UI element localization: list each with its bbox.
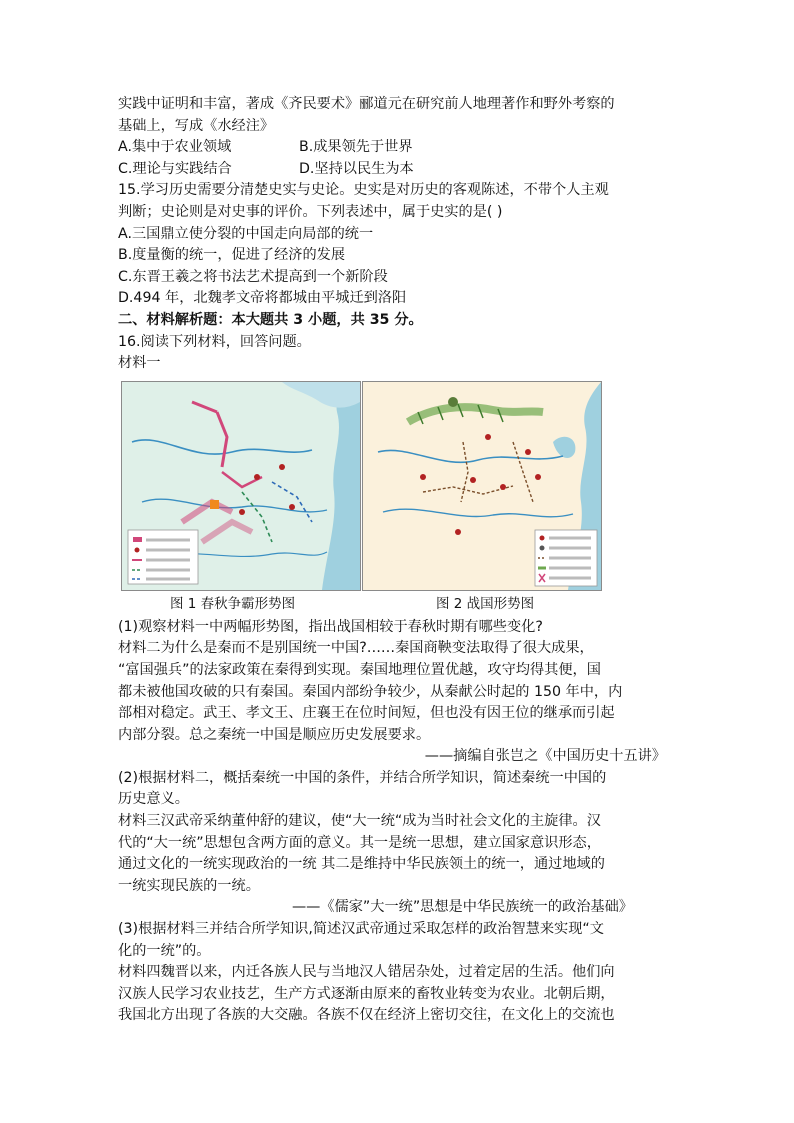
material-2-source: ——摘编自张岂之《中国历史十五讲》	[424, 748, 666, 765]
warring-states-map	[362, 381, 602, 591]
material-3-line: 代的“大一统”思想包含两方面的意义。其一是统一思想，建立国家意识形态，	[118, 834, 601, 851]
q14-options-row-1	[118, 137, 678, 159]
material-2-line: 都未被他国攻破的只有秦国。秦国内部纷争较少，从秦献公时起的 150 年中，内	[118, 683, 623, 700]
q14-option-c: C.理论与实践结合	[118, 160, 232, 177]
question-16-2: (2)根据材料二，概括秦统一中国的条件，并结合所学知识，简述秦统一中国的	[118, 769, 607, 786]
map-caption-2: 图 2 战国形势图	[436, 595, 535, 612]
material-2-line: 部相对稳定。武王、孝文王、庄襄王在位时间短，但也没有因王位的继承而引起	[118, 705, 615, 722]
map-caption-1: 图 1 春秋争霸形势图	[170, 595, 296, 612]
material-3-line: 一统实现民族的一统。	[118, 877, 260, 894]
question-16-3: 化的一统”的。	[118, 942, 211, 959]
q15-option-c: C.东晋王羲之将书法艺术提高到一个新阶段	[118, 268, 388, 285]
q14-option-b: B.成果领先于世界	[299, 139, 413, 156]
q14-option-d: D.坚持以民生为本	[299, 160, 414, 177]
q14-options-row-2	[118, 159, 678, 181]
material-2-line: 材料二为什么是秦而不是别国统一中国?……秦国商鞅变法取得了很大成果，	[118, 640, 594, 657]
material-1-label: 材料一	[118, 355, 161, 372]
material-4-line: 我国北方出现了各族的大交融。各族不仅在经济上密切交往，在文化上的交流也	[118, 1007, 615, 1024]
material-3-line: 通过文化的一统实现政治的一统 其二是维持中华民族领土的统一，通过地域的	[118, 856, 605, 873]
question-16-2: 历史意义。	[118, 791, 189, 808]
q15-stem: 判断；史论则是对史事的评价。下列表述中，属于史实的是( )	[118, 203, 503, 220]
spring-autumn-map-illustration	[122, 382, 360, 590]
q15-stem: 15.学习历史需要分清楚史实与史论。史实是对历史的客观陈述，不带个人主观	[118, 182, 609, 199]
q14-option-a: A.集中于农业领域	[118, 139, 232, 156]
material-4-line: 材料四魏晋以来，内迁各族人民与当地汉人错居杂处，过着定居的生活。他们向	[118, 964, 615, 981]
section-heading: 二、材料解析题：本大题共 3 小题，共 35 分。	[118, 311, 423, 328]
material-3-line: 材料三汉武帝采纳董仲舒的建议，使“大一统“成为当时社会文化的主旋律。汉	[118, 813, 601, 830]
warring-states-map-illustration	[363, 382, 601, 590]
material-2-line: 内部分裂。总之秦统一中国是顺应历史发展要求。	[118, 726, 431, 743]
material-3-source: ——《儒家”大一统”思想是中华民族统一的政治基础》	[291, 899, 633, 916]
spring-autumn-map	[121, 381, 361, 591]
exam-page	[118, 94, 678, 1027]
text-line: 实践中证明和丰富，著成《齐民要术》郦道元在研究前人地理著作和野外考察的	[118, 96, 615, 112]
q15-option-a: A.三国鼎立使分裂的中国走向局部的统一	[118, 225, 374, 242]
q15-option-b: B.度量衡的统一，促进了经济的发展	[118, 247, 346, 264]
material-4-line: 汉族人民学习农业技艺，生产方式逐渐由原来的畜牧业转变为农业。北朝后期，	[118, 985, 615, 1002]
material-2-line: “富国强兵”的法家政策在秦得到实现。秦国地理位置优越，攻守均得其便，国	[118, 661, 601, 678]
question-16-3: (3)根据材料三并结合所学知识,简述汉武帝通过采取怎样的政治智慧来实现“文	[118, 921, 604, 938]
q15-option-d: D.494 年，北魏孝文帝将都城由平城迁到洛阳	[118, 290, 407, 307]
text-line: 基础上，写成《水经注》	[118, 117, 275, 134]
question-16-1: (1)观察材料一中两幅形势图，指出战国相较于春秋时期有哪些变化?	[118, 618, 543, 635]
map-figures	[118, 381, 678, 617]
q16-intro: 16.阅读下列材料，回答问题。	[118, 333, 311, 350]
